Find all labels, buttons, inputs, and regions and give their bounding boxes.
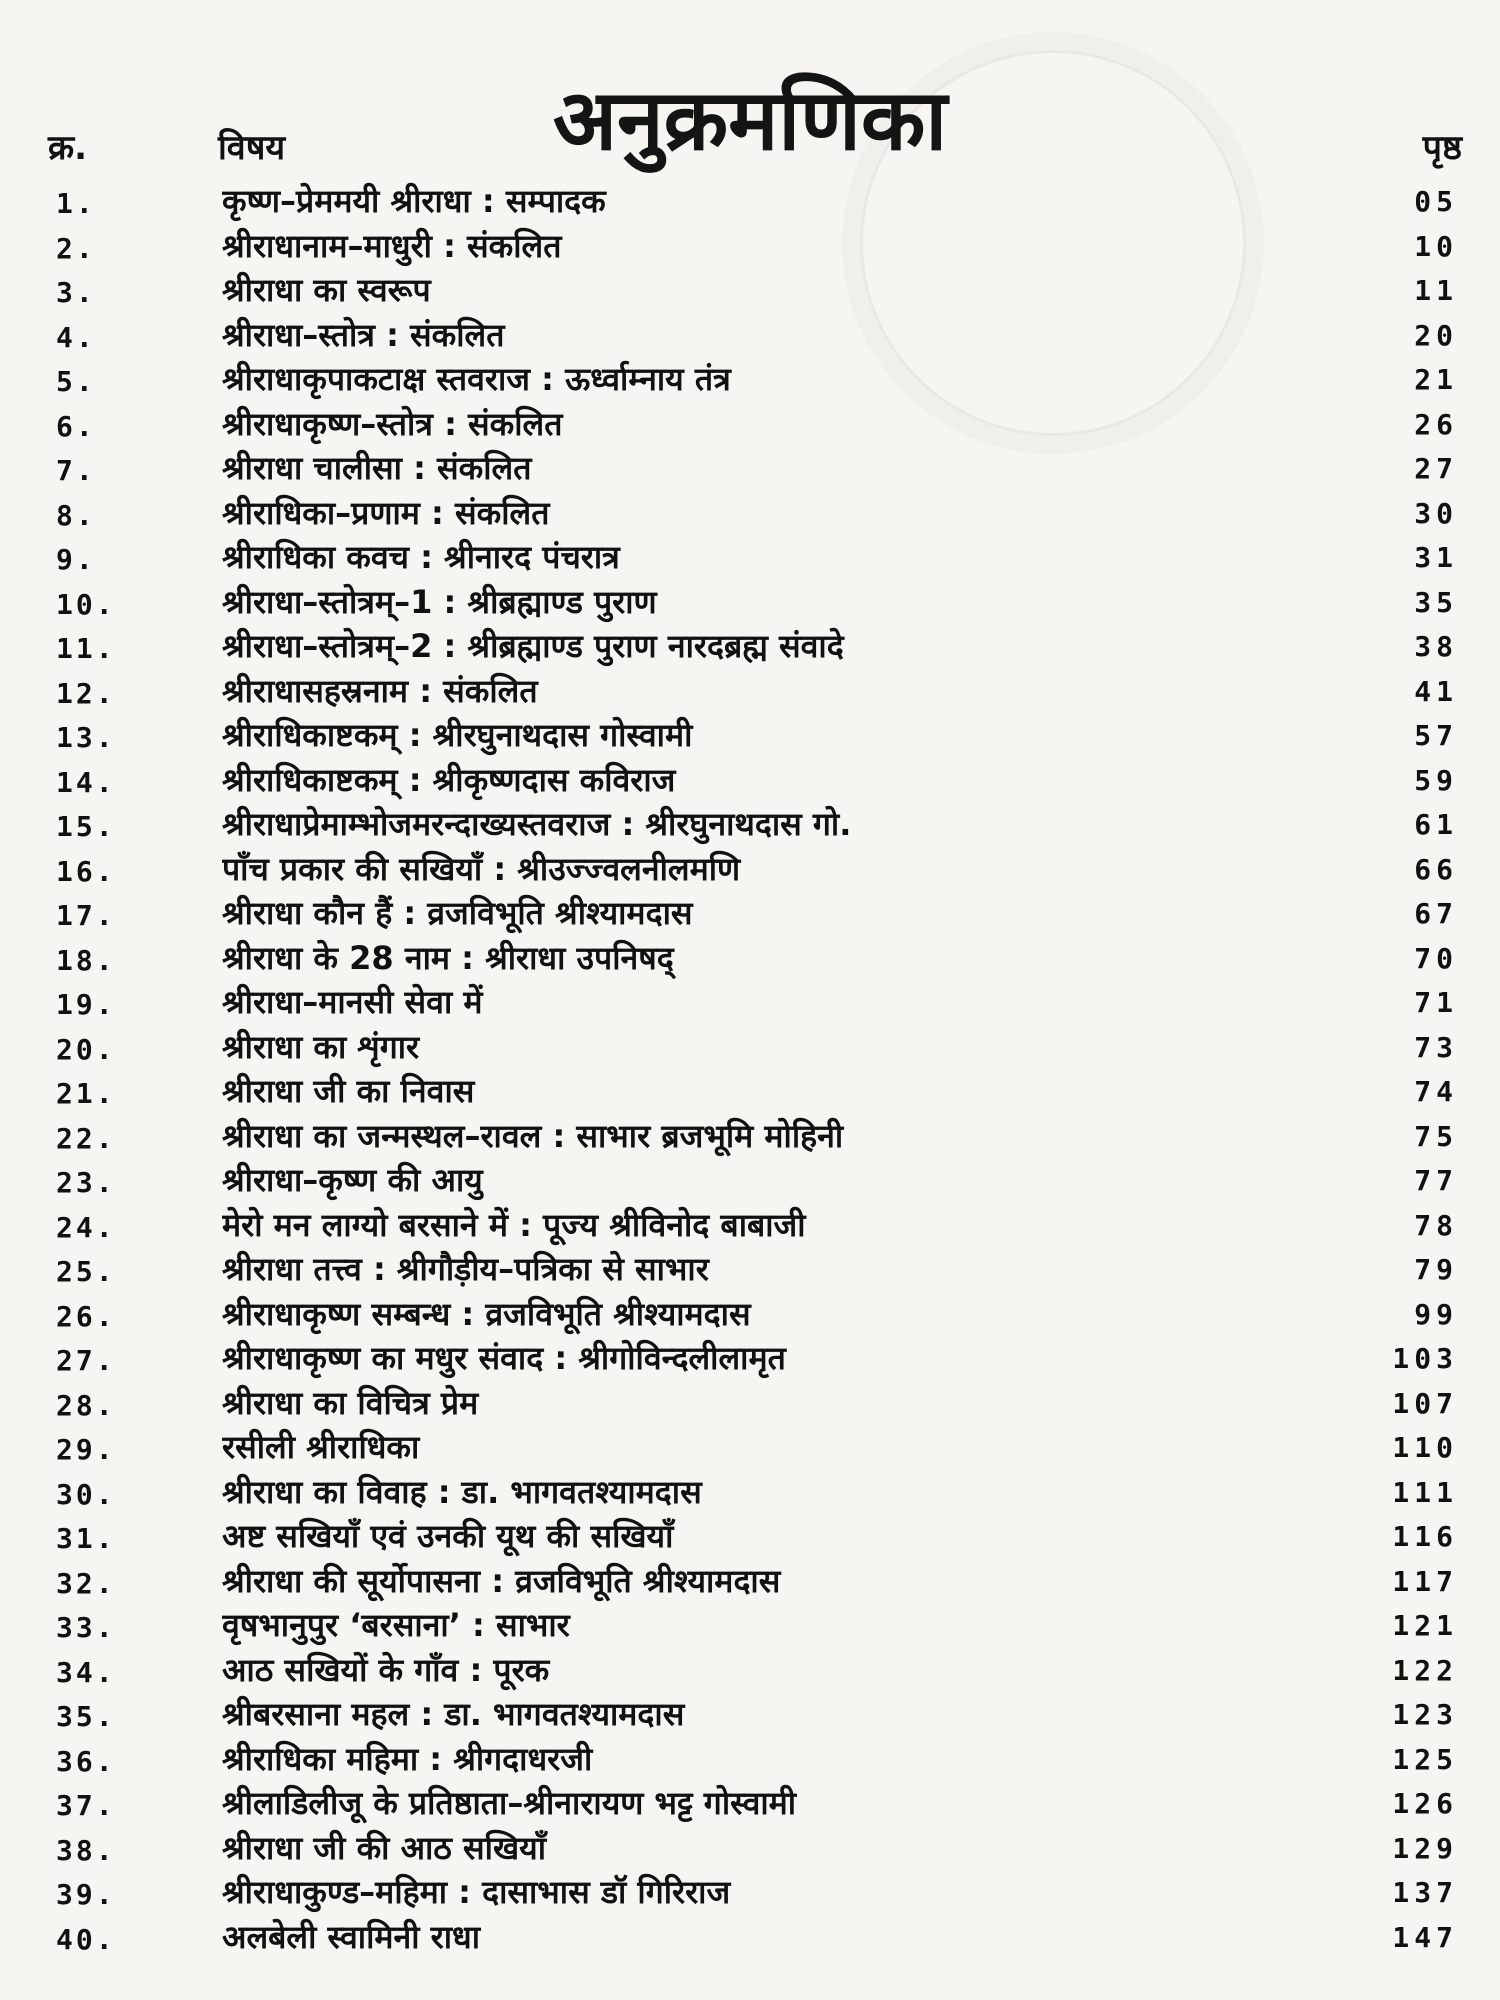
toc-entry-page: 74 — [1414, 1075, 1458, 1108]
toc-entry-number: 39. — [56, 1878, 116, 1911]
toc-entry — [0, 1782, 1500, 1827]
toc-entry-subject: श्रीराधा–स्तोत्रम्–1 : श्रीब्रह्माण्ड पुराण — [222, 582, 657, 621]
toc-entry-number: 15. — [56, 810, 116, 843]
toc-entry — [0, 625, 1500, 670]
toc-entry-number: 7. — [56, 454, 96, 487]
toc-entry — [0, 759, 1500, 804]
toc-entry-page: 99 — [1414, 1297, 1458, 1331]
toc-entry-page: 103 — [1392, 1342, 1458, 1375]
toc-entry-subject: श्रीराधाप्रेमाम्भोजमरन्दाख्यस्तवराज : श्रीरघुनाथदास गो. — [222, 805, 852, 843]
toc-entry-page: 123 — [1392, 1698, 1458, 1731]
toc-entry-number: 1. — [56, 187, 96, 220]
toc-entry-number: 17. — [56, 899, 116, 932]
toc-entry — [0, 447, 1500, 492]
toc-entry-page: 67 — [1414, 897, 1458, 930]
page-title: अनुक्रमणिका — [552, 71, 948, 170]
toc-entry-page: 137 — [1392, 1876, 1458, 1909]
toc-entry-page: 31 — [1414, 541, 1458, 574]
toc-entry — [0, 1248, 1500, 1293]
toc-entry-page: 121 — [1392, 1609, 1458, 1642]
toc-entry-page: 38 — [1414, 630, 1458, 663]
toc-entry-subject: रसीली श्रीराधिका — [222, 1428, 420, 1466]
toc-entry-subject: श्रीराधा की सूर्योपासना : व्रजविभूति श्रीश्यामदास — [222, 1561, 781, 1600]
toc-entry-number: 32. — [56, 1566, 116, 1600]
toc-entry — [0, 1871, 1500, 1916]
toc-entry-subject: श्रीराधिकाष्टकम् : श्रीरघुनाथदास गोस्वामी — [222, 716, 693, 754]
toc-entry-number: 27. — [56, 1344, 116, 1377]
toc-entry-subject: पाँच प्रकार की सखियाँ : श्रीउज्ज्वलनीलमणि — [222, 849, 741, 888]
toc-entry-page: 21 — [1414, 363, 1458, 396]
toc-entry-subject: श्रीराधानाम–माधुरी : संकलित — [222, 226, 562, 265]
toc-entry-number: 21. — [56, 1077, 116, 1110]
toc-entry-subject: श्रीराधिका कवच : श्रीनारद पंचरात्र — [222, 538, 620, 576]
toc-entry-page: 20 — [1414, 318, 1458, 352]
toc-entry — [0, 358, 1500, 403]
toc-entry — [0, 1604, 1500, 1649]
toc-entry-subject: श्रीराधा का शृंगार — [222, 1027, 420, 1066]
toc-entry-page: 05 — [1414, 185, 1458, 218]
toc-entry — [0, 937, 1500, 982]
toc-entry — [0, 981, 1500, 1026]
toc-entry-subject: श्रीराधा–मानसी सेवा में — [222, 983, 483, 1021]
toc-entry-subject: अलबेली स्वामिनी राधा — [222, 1917, 481, 1956]
toc-entry — [0, 314, 1500, 359]
toc-entry-number: 25. — [56, 1255, 116, 1288]
toc-entry-page: 79 — [1414, 1253, 1458, 1286]
column-header-page: पृष्ठ — [1422, 128, 1462, 168]
toc-entry — [0, 1293, 1500, 1338]
toc-entry-subject: श्रीराधिका–प्रणाम : संकलित — [222, 493, 550, 532]
toc-entry-subject: श्रीराधिकाष्टकम् : श्रीकृष्णदास कविराज — [222, 760, 676, 799]
toc-entry-number: 10. — [56, 587, 116, 621]
toc-entry — [0, 581, 1500, 626]
toc-entry — [0, 1159, 1500, 1204]
toc-entry-subject: श्रीराधा का स्वरूप — [222, 271, 431, 309]
toc-entry-subject: श्रीराधा चालीसा : संकलित — [222, 449, 532, 487]
toc-entry-subject: श्रीराधिका महिमा : श्रीगदाधरजी — [222, 1739, 593, 1778]
toc-entry-subject: अष्ट सखियाँ एवं उनकी यूथ की सखियाँ — [222, 1517, 674, 1555]
toc-entry-number: 28. — [56, 1388, 116, 1422]
toc-entry-number: 24. — [56, 1210, 116, 1244]
toc-entry-subject: श्रीराधाकुण्ड–महिमा : दासाभास डॉ गिरिराज — [222, 1873, 731, 1911]
toc-entry — [0, 714, 1500, 759]
toc-entry-number: 16. — [56, 854, 116, 888]
toc-entry-number: 36. — [56, 1744, 116, 1778]
toc-entry — [0, 1916, 1500, 1961]
toc-entry-number: 30. — [56, 1477, 116, 1511]
toc-entry — [0, 1026, 1500, 1071]
toc-entry-number: 34. — [56, 1655, 116, 1689]
toc-entry — [0, 1471, 1500, 1516]
toc-entry-page: 73 — [1414, 1030, 1458, 1064]
toc-entry — [0, 803, 1500, 848]
toc-entry — [0, 670, 1500, 715]
toc-entry — [0, 1827, 1500, 1872]
toc-entry-number: 33. — [56, 1611, 116, 1644]
toc-entry-subject: श्रीराधा का विवाह : डा. भागवतश्यामदास — [222, 1472, 702, 1511]
toc-entry — [0, 848, 1500, 893]
toc-entry-subject: श्रीराधाकृपाकटाक्ष स्तवराज : ऊर्ध्वाम्नाय तंत्र — [222, 360, 731, 398]
toc-entry-page: 66 — [1414, 852, 1458, 886]
toc-entry-page: 30 — [1414, 496, 1458, 530]
toc-entry-subject: श्रीराधा के 28 नाम : श्रीराधा उपनिषद् — [222, 938, 674, 977]
toc-entry-page: 59 — [1414, 763, 1458, 797]
toc-entry-subject: वृषभानुपुर ‘बरसाना’ : साभार — [222, 1606, 570, 1644]
toc-entry — [0, 1204, 1500, 1249]
toc-entry — [0, 492, 1500, 537]
toc-entry-subject: मेरो मन लाग्यो बरसाने में : पूज्य श्रीविनोद बाबाजी — [222, 1205, 806, 1244]
toc-entry-subject: श्रीराधाकृष्ण का मधुर संवाद : श्रीगोविन्दलीलामृत — [222, 1339, 786, 1377]
toc-entry — [0, 1337, 1500, 1382]
toc-entry-page: 10 — [1414, 229, 1458, 263]
toc-entry-subject: श्रीराधा जी की आठ सखियाँ — [222, 1828, 546, 1867]
toc-entry-number: 3. — [56, 276, 96, 309]
toc-entry — [0, 1560, 1500, 1605]
toc-entry-number: 29. — [56, 1433, 116, 1466]
toc-entry — [0, 269, 1500, 314]
toc-entry — [0, 1649, 1500, 1694]
toc-entry — [0, 1070, 1500, 1115]
toc-entry-page: 77 — [1414, 1164, 1458, 1197]
column-header-number: क्र. — [48, 128, 88, 168]
toc-entry-subject: श्रीराधा–कृष्ण की आयु — [222, 1161, 483, 1199]
toc-entry-subject: श्रीराधा का विचित्र प्रेम — [222, 1383, 479, 1422]
toc-entry-number: 8. — [56, 498, 96, 532]
toc-entry-number: 11. — [56, 632, 116, 665]
toc-entry-page: 116 — [1392, 1520, 1458, 1553]
toc-entry-subject: श्रीराधा कौन हैं : व्रजविभूति श्रीश्यामदास — [222, 894, 693, 932]
toc-entry — [0, 1738, 1500, 1783]
toc-entry — [0, 892, 1500, 937]
column-header-subject: विषय — [218, 128, 286, 168]
toc-entry-subject: श्रीराधा–स्तोत्रम्–2 : श्रीब्रह्माण्ड पुराण नारदब्रह्म संवादे — [222, 627, 844, 665]
toc-entry-page: 107 — [1392, 1386, 1458, 1420]
toc-entry-page: 71 — [1414, 986, 1458, 1019]
toc-entry-number: 2. — [56, 231, 96, 265]
toc-entry-number: 5. — [56, 365, 96, 398]
toc-entry-page: 41 — [1414, 674, 1458, 708]
toc-entry-number: 4. — [56, 320, 96, 354]
toc-entry-number: 26. — [56, 1299, 116, 1333]
toc-entry-subject: श्रीराधा–स्तोत्र : संकलित — [222, 315, 505, 354]
toc-entry-subject: श्रीराधाकृष्ण–स्तोत्र : संकलित — [222, 404, 563, 443]
toc-entry-subject: श्रीराधाकृष्ण सम्बन्ध : व्रजविभूति श्रीश्यामदास — [222, 1294, 751, 1333]
toc-entry-page: 70 — [1414, 941, 1458, 975]
toc-entry-number: 6. — [56, 409, 96, 443]
toc-entry-subject: आठ सखियों के गाँव : पूरक — [222, 1650, 550, 1689]
toc-entry-page: 61 — [1414, 808, 1458, 841]
toc-entry-page: 110 — [1392, 1431, 1458, 1464]
toc-entry-subject: श्रीराधा का जन्मस्थल–रावल : साभार ब्रजभूमि मोहिनी — [222, 1116, 844, 1155]
toc-entry-number: 31. — [56, 1522, 116, 1555]
toc-entry — [0, 225, 1500, 270]
toc-entry-page: 78 — [1414, 1208, 1458, 1242]
toc-entry-page: 122 — [1392, 1653, 1458, 1687]
toc-entry-page: 117 — [1392, 1564, 1458, 1598]
toc-entry-number: 13. — [56, 721, 116, 754]
toc-entry-number: 12. — [56, 676, 116, 710]
toc-entry-subject: श्रीबरसाना महल : डा. भागवतश्यामदास — [222, 1695, 685, 1733]
toc-entry-page: 26 — [1414, 407, 1458, 441]
toc-entry — [0, 1693, 1500, 1738]
toc-entry — [0, 403, 1500, 448]
toc-entry-page: 75 — [1414, 1119, 1458, 1153]
toc-entry-page: 125 — [1392, 1742, 1458, 1776]
toc-entry-number: 35. — [56, 1700, 116, 1733]
toc-entry-number: 14. — [56, 765, 116, 799]
toc-entry-page: 129 — [1392, 1831, 1458, 1865]
toc-entry-subject: कृष्ण–प्रेममयी श्रीराधा : सम्पादक — [222, 182, 606, 220]
toc-entry-number: 37. — [56, 1789, 116, 1822]
toc-entry-subject: श्रीलाडिलीजू के प्रतिष्ठाता–श्रीनारायण भट्ट गोस्वामी — [222, 1784, 797, 1822]
toc-entry-number: 20. — [56, 1032, 116, 1066]
toc-entry-page: 126 — [1392, 1787, 1458, 1820]
toc-entry-page: 27 — [1414, 452, 1458, 485]
toc-entry — [0, 1115, 1500, 1160]
toc-entry-number: 18. — [56, 943, 116, 977]
toc-entry — [0, 180, 1500, 225]
toc-entry-page: 57 — [1414, 719, 1458, 752]
toc-entry-number: 38. — [56, 1833, 116, 1867]
toc-entry-page: 35 — [1414, 585, 1458, 619]
toc-entry-number: 23. — [56, 1166, 116, 1199]
toc-entry — [0, 536, 1500, 581]
toc-entry — [0, 1426, 1500, 1471]
toc-entry-subject: श्रीराधा तत्त्व : श्रीगौड़ीय–पत्रिका से साभार — [222, 1250, 709, 1288]
toc-entry — [0, 1382, 1500, 1427]
toc-entry-number: 22. — [56, 1121, 116, 1155]
toc-entry-number: 9. — [56, 543, 96, 576]
toc-entry-subject: श्रीराधा जी का निवास — [222, 1072, 475, 1110]
toc-entry-page: 111 — [1392, 1475, 1458, 1509]
toc-entry-page: 147 — [1392, 1920, 1458, 1954]
toc-entry-number: 40. — [56, 1922, 116, 1956]
toc-entry-subject: श्रीराधासहस्रनाम : संकलित — [222, 671, 538, 710]
toc-entry — [0, 1515, 1500, 1560]
toc-entry-page: 11 — [1414, 274, 1458, 307]
table-of-contents — [0, 180, 1500, 1960]
toc-entry-number: 19. — [56, 988, 116, 1021]
